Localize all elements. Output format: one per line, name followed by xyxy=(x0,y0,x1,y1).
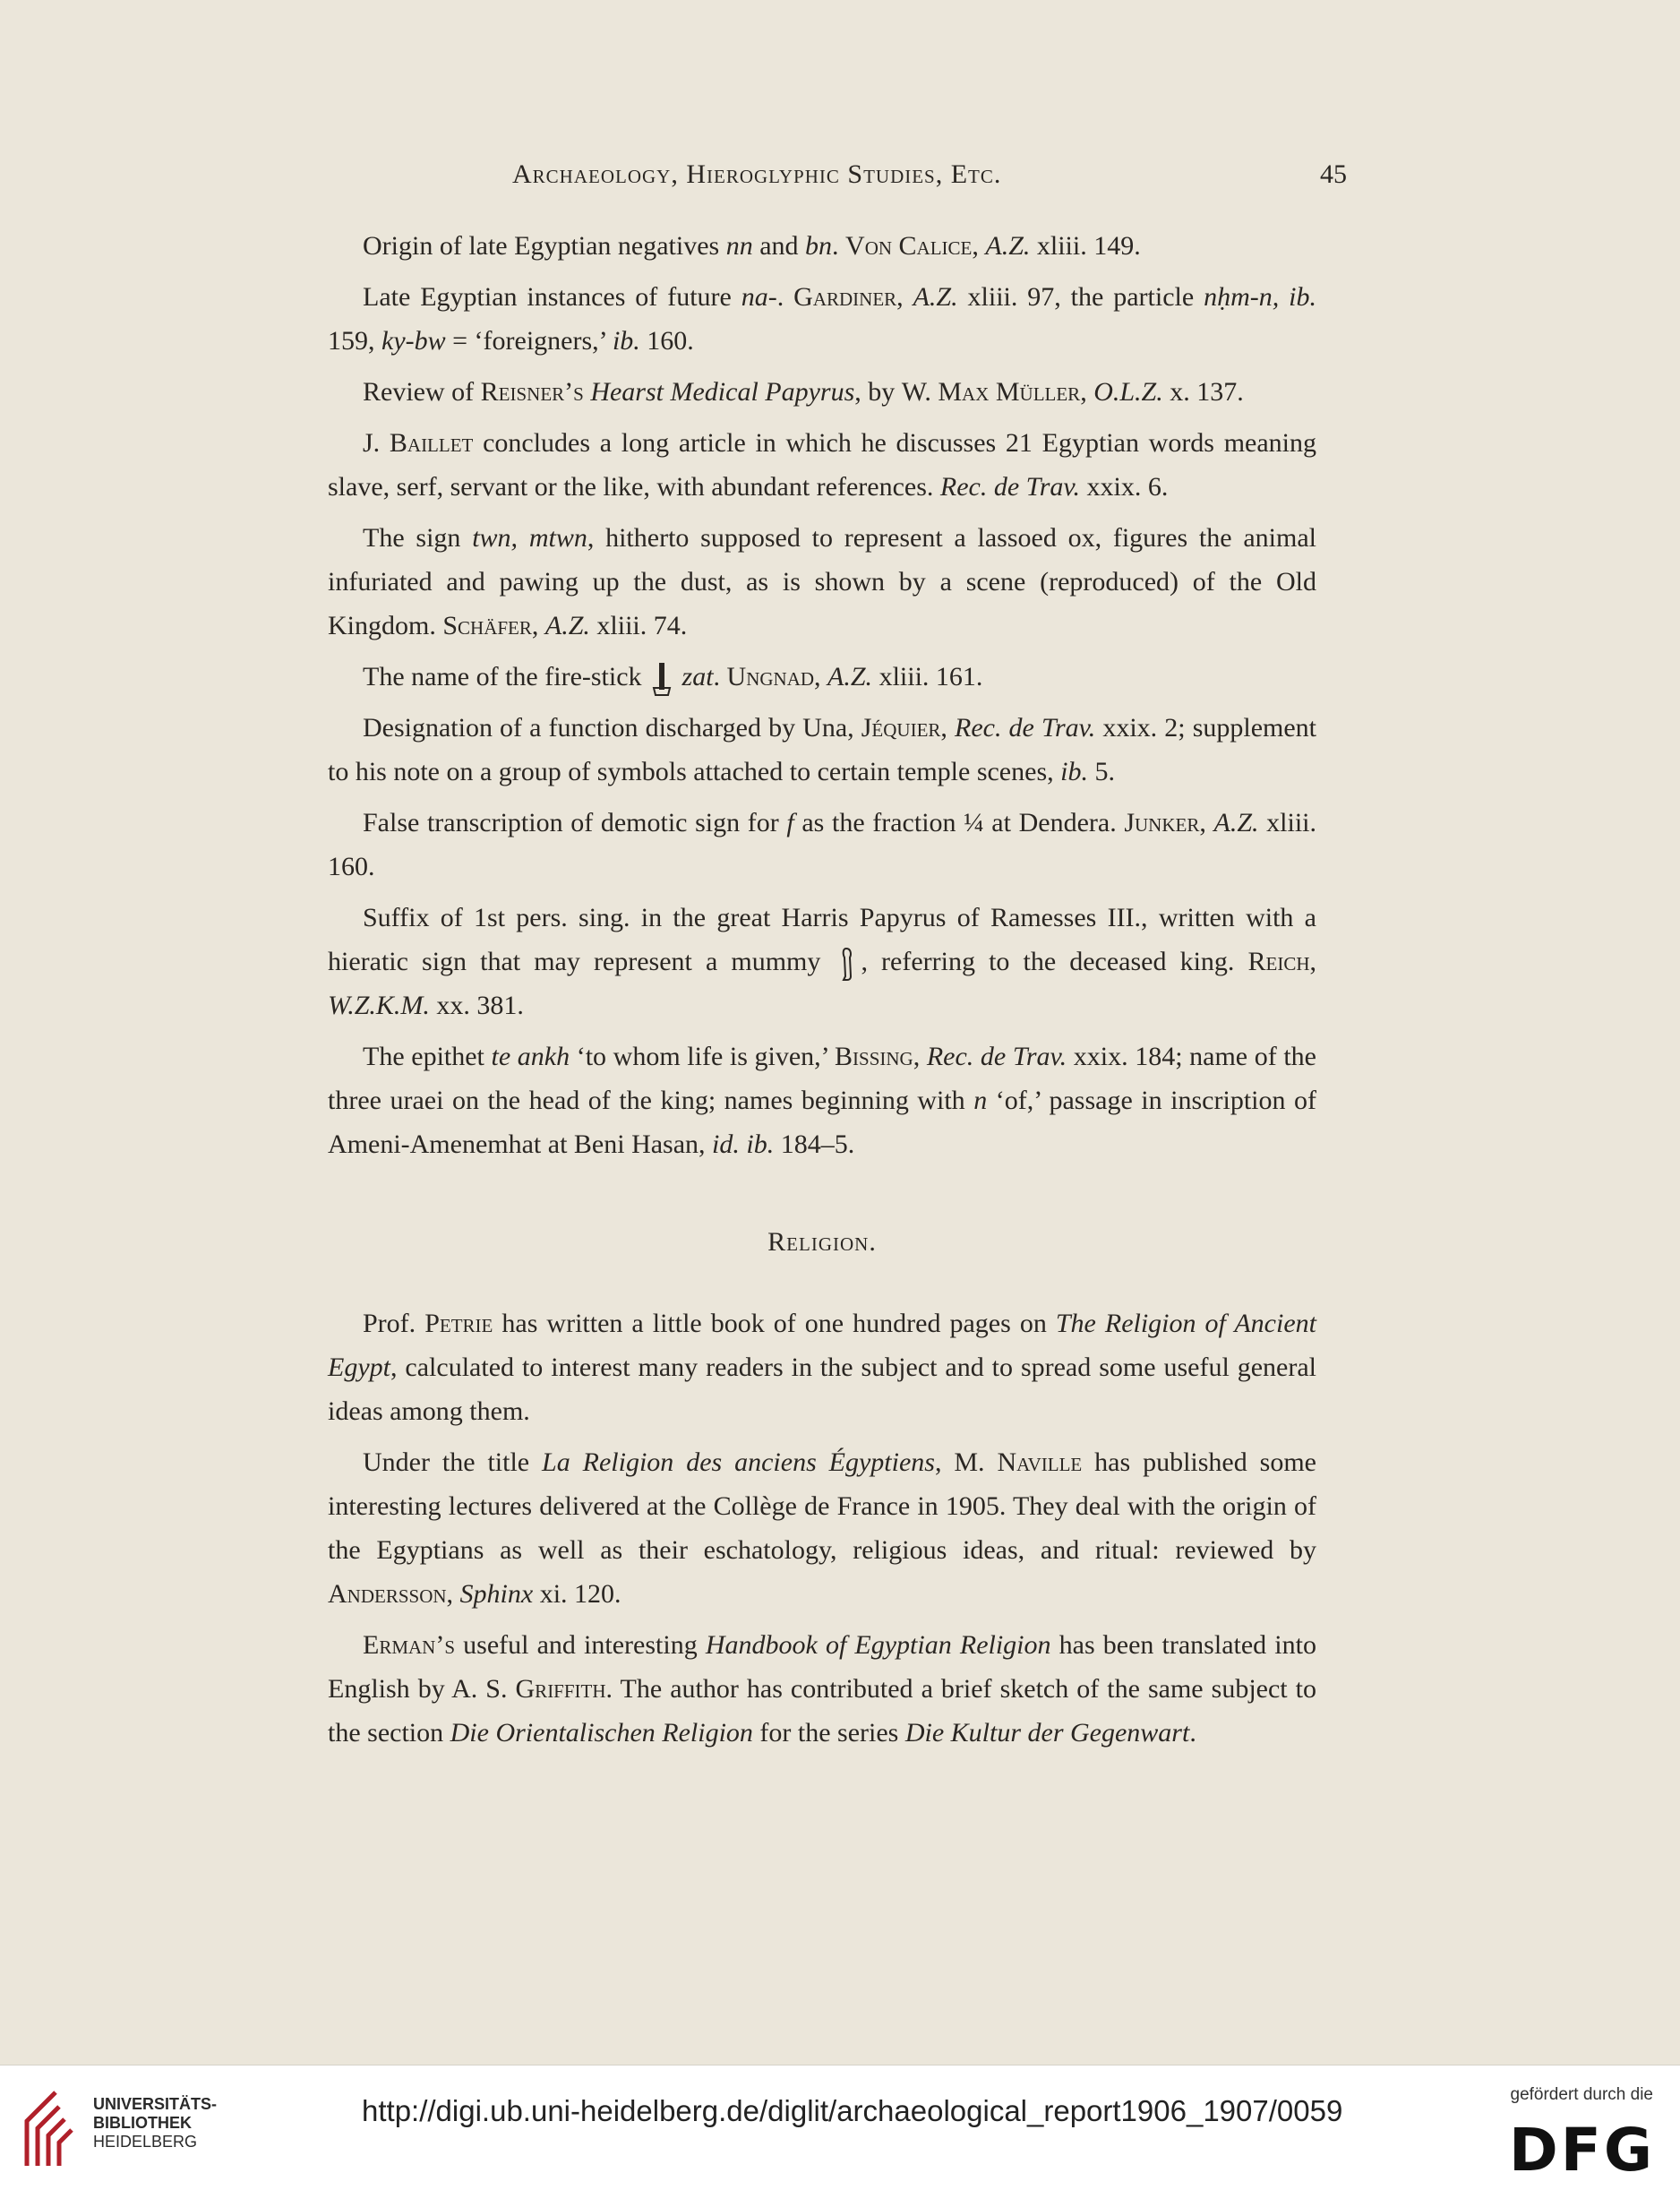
paragraph-sign-twn: The sign twn, mtwn, hitherto supposed to represent a lassoed ox, figures the animal infuriated and pawing up the dust, as is shown by a scene (reproduced) of the Old Kingdom. Schäfer, A.Z. xliii. 74. xyxy=(328,523,1316,640)
paragraph-naville: Under the title La Religion des anciens Égyptiens, M. Naville has published some interesting lectures delivered at the Collège de France in 1905. They deal with the origin of the Egyptians as well as their eschatology, religious ideas, and ritual: reviewed by Andersson, Sphinx xi. 120. xyxy=(328,1447,1316,1609)
paragraph-harris-papyrus: Suffix of 1st pers. sing. in the great Harris Papyrus of Ramesses III., written with a hieratic sign that may represent a mummy , referring to the deceased king. Reich, W.Z.K.M. xx. 381. xyxy=(328,903,1317,1020)
university-library-name: UNIVERSITÄTS- BIBLIOTHEK HEIDELBERG xyxy=(93,2095,218,2151)
permalink-url[interactable]: http://digi.ub.uni-heidelberg.de/diglit/archaeological_report1906_1907/0059 xyxy=(362,2094,1343,2127)
university-library-logo-icon xyxy=(20,2085,91,2171)
dfg-logo: DFG xyxy=(1508,2116,1655,2185)
viewer-footer xyxy=(0,2065,1680,2190)
paragraph-erman: Erman’s useful and interesting Handbook of Egyptian Religion has been translated into English by A. S. Griffith. The author has contributed a brief sketch of the same subject to the section Die Orientalischen Religion for the series Die Kultur der Gegenwart. xyxy=(328,1630,1316,1748)
page-header xyxy=(333,159,1347,199)
funded-by-label: gefördert durch die xyxy=(1510,2085,1653,2104)
paragraph-negatives: Origin of late Egyptian negatives nn and bn. Von Calice, A.Z. xliii. 149. xyxy=(363,231,1141,261)
paragraph-baillet: J. Baillet concludes a long article in which he discusses 21 Egyptian words meaning slave, serf, servant or the like, with abundant references. Rec. de Trav. xxix. 6. xyxy=(328,428,1316,502)
page-number: 45 xyxy=(1320,159,1347,189)
paragraph-future: Late Egyptian instances of future na-. Gardiner, A.Z. xliii. 97, the particle nḥm-n, ib. 159, ky-bw = ‘foreigners,’ ib. 160. xyxy=(328,282,1317,356)
paragraph-petrie: Prof. Petrie has written a little book of one hundred pages on The Religion of Ancient Egypt, calculated to interest many readers in the subject and to spread some useful general ideas among them. xyxy=(328,1309,1316,1426)
paragraph-una: Designation of a function discharged by Una, Jéquier, Rec. de Trav. xxix. 2; supplement to his note on a group of symbols attached to certain temple scenes, ib. 5. xyxy=(328,713,1317,786)
section-heading: Religion. xyxy=(767,1227,877,1257)
fire-stick-hieroglyph-icon xyxy=(648,661,675,697)
paragraph-hearst-papyrus: Review of Reisner’s Hearst Medical Papyrus, by W. Max Müller, O.L.Z. x. 137. xyxy=(363,377,1244,407)
paragraph-demotic: False transcription of demotic sign for f as the fraction ¼ at Dendera. Junker, A.Z. xliii. 160. xyxy=(328,808,1316,881)
page-body xyxy=(328,224,1316,1762)
paragraph-epithet: The epithet te ankh ‘to whom life is given,’ Bissing, Rec. de Trav. xxix. 184; name of the three uraei on the head of the king; names beginning with n ‘of,’ passage in inscription of Ameni-Amenemhat at Beni Hasan, id. ib. 184–5. xyxy=(328,1042,1316,1159)
mummy-hieroglyph-icon xyxy=(834,946,861,982)
running-title: Archaeology, Hieroglyphic Studies, Etc. xyxy=(512,159,1002,189)
paragraph-fire-stick: The name of the fire-stick zat. Ungnad, A.Z. xliii. 161. xyxy=(328,655,1316,699)
